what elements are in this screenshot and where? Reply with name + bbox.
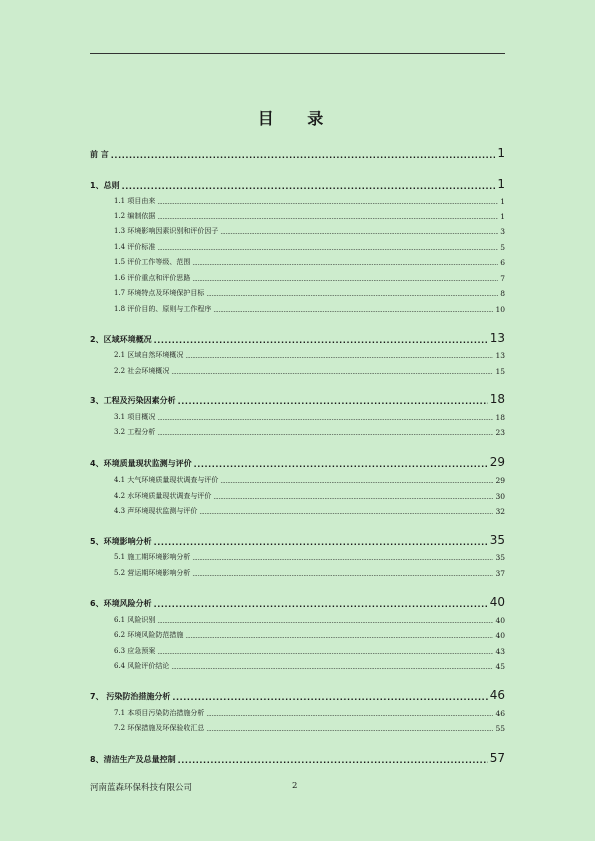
toc-chapter-entry[interactable] (90, 751, 505, 765)
dot-leader (154, 538, 488, 547)
dot-leader (157, 618, 493, 625)
toc-entry-label: 5.1 施工期环境影响分析 (114, 553, 191, 561)
toc-section-entry[interactable] (114, 273, 505, 283)
toc-entry-label: 4.1 大气环境质量现状调查与评价 (114, 476, 219, 484)
toc-entry-label: 1.8 评价目的、原则与工作程序 (114, 305, 212, 313)
toc-section-entry[interactable] (114, 475, 505, 485)
toc-chapter-entry[interactable] (90, 177, 505, 191)
dot-leader (171, 664, 493, 671)
toc-entry-label: 7.2 环保措施及环保验收汇总 (114, 724, 205, 732)
toc-entry-label: 1、总则 (90, 181, 120, 190)
toc-entry-label: 1.3 环境影响因素识别和评价因子 (114, 227, 219, 235)
toc-entry-label: 2.1 区域自然环境概况 (114, 351, 184, 359)
toc-chapter-entry[interactable] (90, 392, 505, 406)
toc-entry-label: 2.2 社会环境概况 (114, 367, 170, 375)
toc-entry-label: 6、环境风险分析 (90, 599, 152, 608)
toc-entry-page: 32 (495, 507, 505, 516)
toc-entry-label: 6.1 风险识别 (114, 616, 156, 624)
dot-leader (192, 260, 498, 267)
toc-entry-page: 57 (489, 751, 505, 765)
toc-entry-page: 13 (489, 331, 505, 345)
toc-section-entry[interactable] (114, 257, 505, 267)
dot-leader (206, 726, 493, 733)
toc-section-entry[interactable] (114, 552, 505, 562)
toc-chapter-entry[interactable] (90, 331, 505, 345)
toc-entry-page: 43 (495, 647, 505, 656)
toc-section-entry[interactable] (114, 242, 505, 252)
toc-entry-label: 1.2 编制依据 (114, 212, 156, 220)
footer-page-number: 2 (292, 781, 298, 791)
dot-leader (192, 571, 493, 578)
toc-section-entry[interactable] (114, 723, 505, 733)
toc-entry-page: 35 (495, 553, 505, 562)
dot-leader (220, 478, 493, 485)
dot-leader (220, 229, 498, 236)
toc-entry-label: 7、 污染防治措施分析 (90, 692, 171, 701)
toc-entry-label: 6.3 应急预案 (114, 647, 156, 655)
toc-chapter-entry[interactable] (90, 533, 505, 547)
toc-entry-page: 1 (500, 197, 505, 206)
dot-leader (178, 756, 488, 765)
dot-leader (194, 460, 488, 469)
toc-entry-page: 6 (500, 258, 505, 267)
toc-entry-page: 13 (495, 351, 505, 360)
toc-section-entry[interactable] (114, 615, 505, 625)
dot-leader (157, 415, 493, 422)
toc-entry-label: 7.1 本项目污染防治措施分析 (114, 709, 205, 717)
dot-leader (185, 353, 493, 360)
toc-section-entry[interactable] (114, 568, 505, 578)
toc-section-entry[interactable] (114, 288, 505, 298)
toc-entry-page: 10 (495, 305, 505, 314)
dot-leader (111, 151, 496, 160)
dot-leader (122, 182, 496, 191)
toc-entry-page: 40 (495, 616, 505, 625)
toc-entry-page: 35 (489, 533, 505, 547)
toc-entry-label: 1.5 评价工作等级、范围 (114, 258, 191, 266)
toc-entry-label: 3、工程及污染因素分析 (90, 396, 176, 405)
toc-entry-page: 29 (489, 455, 505, 469)
toc-entry-label: 6.2 环境风险防范措施 (114, 631, 184, 639)
toc-entry-page: 1 (497, 177, 505, 191)
toc-section-entry[interactable] (114, 506, 505, 516)
toc-entry-label: 5、环境影响分析 (90, 537, 152, 546)
toc-entry-page: 8 (500, 289, 505, 298)
toc-entry-label: 4、环境质量现状监测与评价 (90, 459, 192, 468)
toc-entry-page: 7 (500, 274, 505, 283)
dot-leader (157, 649, 493, 656)
toc-entry-label: 3.1 项目概况 (114, 413, 156, 421)
dot-leader (192, 555, 493, 562)
toc-section-entry[interactable] (114, 491, 505, 501)
toc-entry-label: 4.2 水环境质量现状调查与评价 (114, 492, 212, 500)
toc-entry-page: 23 (495, 428, 505, 437)
dot-leader (213, 307, 493, 314)
dot-leader (213, 494, 493, 501)
toc-chapter-entry[interactable] (90, 688, 505, 702)
toc-entry-page: 55 (495, 724, 505, 733)
dot-leader (154, 600, 488, 609)
toc-section-entry[interactable] (114, 366, 505, 376)
dot-leader (157, 214, 498, 221)
toc-entry-page: 5 (500, 243, 505, 252)
toc-entry-label: 6.4 风险评价结论 (114, 662, 170, 670)
toc-section-entry[interactable] (114, 211, 505, 221)
toc-section-entry[interactable] (114, 646, 505, 656)
toc-chapter-entry[interactable] (90, 146, 505, 160)
dot-leader (172, 693, 487, 702)
toc-entry-label: 5.2 营运期环境影响分析 (114, 569, 191, 577)
toc-entry-page: 1 (497, 146, 505, 160)
toc-entry-page: 29 (495, 476, 505, 485)
toc-section-entry[interactable] (114, 196, 505, 206)
dot-leader (206, 291, 498, 298)
toc-entry-page: 18 (489, 392, 505, 406)
toc-section-entry[interactable] (114, 630, 505, 640)
toc-chapter-entry[interactable] (90, 455, 505, 469)
toc-section-entry[interactable] (114, 661, 505, 671)
toc-chapter-entry[interactable] (90, 595, 505, 609)
dot-leader (157, 245, 498, 252)
dot-leader (171, 369, 493, 376)
toc-entry-label: 1.1 项目由来 (114, 197, 156, 205)
dot-leader (154, 336, 488, 345)
toc-entry-page: 37 (495, 569, 505, 578)
toc-entry-label: 3.2 工程分析 (114, 428, 156, 436)
toc-entry-page: 30 (495, 492, 505, 501)
toc-entry-label: 1.4 评价标准 (114, 243, 156, 251)
toc-section-entry[interactable] (114, 304, 505, 314)
toc-section-entry[interactable] (114, 708, 505, 718)
toc-entry-label: 1.6 评价重点和评价思路 (114, 274, 191, 282)
toc-entry-label: 4.3 声环境现状监测与评价 (114, 507, 198, 515)
dot-leader (185, 633, 493, 640)
toc-entry-page: 40 (495, 631, 505, 640)
toc-section-entry[interactable] (114, 412, 505, 422)
toc-entry-page: 1 (500, 212, 505, 221)
toc-entry-label: 前 言 (90, 150, 109, 159)
footer-company: 河南蓝森环保科技有限公司 (90, 783, 193, 793)
toc-entry-label: 2、区域环境概况 (90, 335, 152, 344)
toc-entry-page: 46 (489, 688, 505, 702)
toc-section-entry[interactable] (114, 226, 505, 236)
toc-section-entry[interactable] (114, 350, 505, 360)
toc-entry-page: 18 (495, 413, 505, 422)
toc-title: 目 录 (257, 109, 338, 128)
toc-entry-page: 3 (500, 227, 505, 236)
header-rule (90, 53, 505, 54)
toc-entry-page: 45 (495, 662, 505, 671)
dot-leader (206, 711, 493, 718)
dot-leader (199, 509, 493, 516)
dot-leader (157, 199, 498, 206)
toc-entry-page: 15 (495, 367, 505, 376)
toc-entry-label: 1.7 环境特点及环境保护目标 (114, 289, 205, 297)
dot-leader (192, 276, 498, 283)
toc-section-entry[interactable] (114, 427, 505, 437)
toc-entry-label: 8、清洁生产及总量控制 (90, 755, 176, 764)
toc-entry-page: 46 (495, 709, 505, 718)
toc-entry-page: 40 (489, 595, 505, 609)
dot-leader (178, 397, 488, 406)
dot-leader (157, 430, 493, 437)
